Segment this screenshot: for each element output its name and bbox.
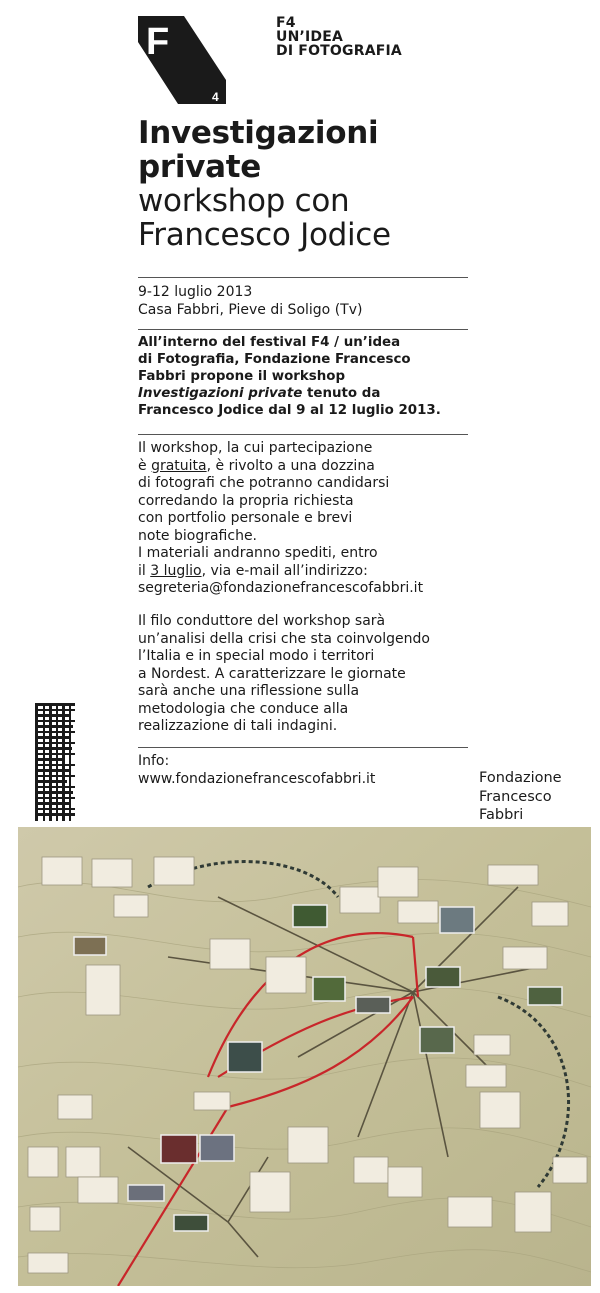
divider	[138, 329, 468, 330]
event-meta	[138, 283, 468, 319]
event-venue: Casa Fabbri, Pieve di Soligo (Tv)	[138, 302, 363, 318]
body-text: , via e-mail all’indirizzo:	[201, 562, 368, 579]
page-title	[138, 116, 468, 252]
workshop-title-italic: Investigazioni private	[138, 386, 303, 401]
body-line: I materiali andranno spediti, entro	[138, 545, 378, 561]
intro-line: All’interno del festival F4 / un’idea	[138, 335, 401, 350]
intro-line: di Fotografia, Fondazione Francesco	[138, 352, 411, 367]
title-bold-line: private	[138, 149, 261, 185]
intro-line: Fabbri propone il workshop	[138, 369, 346, 384]
email-address[interactable]: segreteria@fondazionefrancescofabbri.it	[138, 580, 424, 596]
body-line: un’analisi della crisi che sta coinvolgendo	[138, 630, 430, 647]
body-line: a Nordest. A caratterizzare le giornate	[138, 665, 406, 682]
map-background	[18, 827, 591, 1286]
body-line: l’Italia e in special modo i territori	[138, 648, 375, 664]
foundation-line: Fabbri	[479, 807, 524, 823]
body-line: con portfolio personale e brevi	[138, 510, 353, 526]
body-line: realizzazione di tali indagini.	[138, 718, 338, 734]
body-text: è	[138, 457, 152, 474]
body-text: , è rivolto a una dozzina	[206, 457, 375, 474]
theme-paragraph	[138, 613, 478, 736]
info-link[interactable]: www.fondazionefrancescofabbri.it	[138, 771, 376, 787]
free-underlined: gratuita	[151, 457, 207, 474]
event-dates: 9-12 luglio 2013	[138, 284, 253, 300]
logo-line: DI FOTOGRAFIA	[276, 43, 402, 59]
body-line: sarà anche una riflessione sulla	[138, 683, 360, 699]
logo-line: F4	[276, 15, 296, 31]
intro-line	[138, 385, 468, 402]
foundation-line: Francesco	[479, 788, 552, 805]
body-line	[138, 458, 478, 476]
f4-logo-icon	[138, 16, 226, 104]
body-line: Il workshop, la cui partecipazione	[138, 440, 373, 456]
logo-number: 4	[212, 90, 219, 104]
body-text: il	[138, 562, 151, 579]
intro-line: Francesco Jodice dal 9 al 12 luglio 2013.	[138, 403, 441, 418]
title-light-line: Francesco Jodice	[138, 217, 391, 253]
investigation-map-photo	[18, 827, 591, 1286]
body-line: di fotografi che potranno candidarsi	[138, 475, 390, 491]
body-line: corredando la propria richiesta	[138, 492, 354, 509]
foundation-logo-icon	[35, 703, 75, 821]
divider	[138, 434, 468, 435]
participation-paragraph	[138, 440, 478, 598]
intro-paragraph	[138, 334, 468, 419]
foundation-name	[479, 769, 562, 825]
logo-wordmark	[276, 16, 402, 58]
divider	[138, 277, 468, 278]
info-block	[138, 752, 468, 788]
body-line: metodologia che conduce alla	[138, 700, 349, 717]
title-light-line: workshop con	[138, 183, 350, 219]
info-label: Info:	[138, 753, 170, 769]
title-bold-line: Investigazioni	[138, 115, 379, 151]
body-line	[138, 563, 478, 581]
logo-letter: F	[146, 21, 170, 63]
foundation-line: Fondazione	[479, 770, 562, 786]
intro-text: tenuto da	[302, 386, 381, 401]
body-line: Il filo conduttore del workshop sarà	[138, 613, 386, 629]
logo-line: UN’IDEA	[276, 29, 344, 45]
deadline-underlined: 3 luglio	[150, 562, 202, 579]
body-line: note biografiche.	[138, 527, 258, 544]
divider	[138, 747, 468, 748]
